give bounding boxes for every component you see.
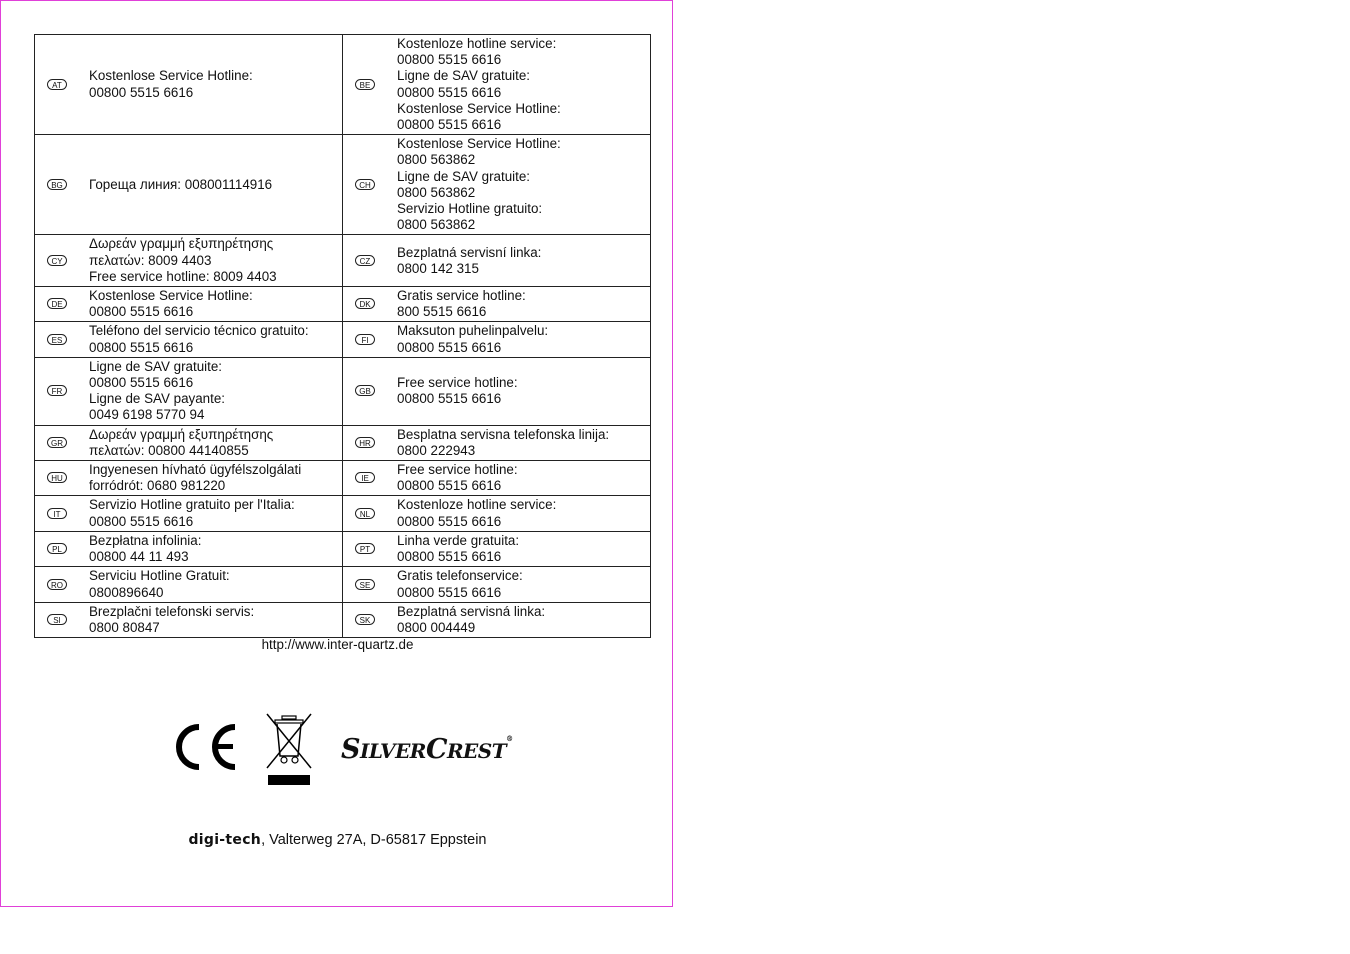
hotline-line: Maksuton puhelinpalvelu:	[397, 323, 549, 339]
hotline-line: Ligne de SAV payante:	[89, 391, 225, 407]
country-code-badge: SK	[355, 614, 375, 625]
hotline-line: Δωρεάν γραμμή εξυπηρέτησης	[89, 426, 274, 442]
hotline-line: 00800 5515 6616	[89, 513, 194, 529]
hotline-line: Free service hotline: 8009 4403	[89, 268, 277, 284]
hotline-line: Ligne de SAV gratuite:	[397, 168, 531, 184]
hotline-line: 00800 5515 6616	[397, 52, 502, 68]
company-address	[1, 832, 674, 848]
hotline-text	[397, 567, 650, 601]
hotline-cell-be	[343, 35, 651, 135]
hotline-line: πελατών: 8009 4403	[89, 252, 212, 268]
country-code-badge: DK	[355, 298, 375, 309]
hotline-text	[89, 67, 342, 101]
hotline-row	[35, 135, 651, 235]
hotline-text	[89, 322, 342, 356]
country-code-badge: HU	[47, 472, 67, 483]
hotline-line: 00800 5515 6616	[89, 375, 194, 391]
country-code-badge: PT	[355, 543, 375, 554]
country-code-badge: FI	[355, 334, 375, 345]
weee-crossed-bin-icon	[263, 712, 315, 787]
country-code-badge: ES	[47, 334, 67, 345]
hotline-line: 0800 004449	[397, 619, 476, 635]
hotline-cell-de	[35, 287, 343, 322]
hotline-line: Ligne de SAV gratuite:	[89, 358, 223, 374]
hotline-line: 0800 222943	[397, 442, 476, 458]
hotline-cell-gb	[343, 357, 651, 425]
silvercrest-logo: SILVERCREST®	[341, 734, 513, 765]
hotline-cell-nl	[343, 496, 651, 531]
hotline-line: Kostenlose Service Hotline:	[397, 100, 561, 116]
country-code-badge: CH	[355, 179, 375, 190]
country-code-badge: HR	[355, 437, 375, 448]
country-code-badge: AT	[47, 79, 67, 90]
hotline-text	[397, 496, 650, 530]
hotline-row	[35, 35, 651, 135]
hotline-text	[89, 358, 342, 425]
hotline-cell-cy	[35, 235, 343, 287]
hotline-line: 00800 5515 6616	[89, 84, 194, 100]
hotline-line: 00800 44 11 493	[89, 549, 189, 565]
hotline-line: 0800 80847	[89, 619, 160, 635]
hotline-line: 00800 5515 6616	[397, 478, 502, 494]
hotline-line: Servizio Hotline gratuito per l'Italia:	[89, 497, 295, 513]
hotline-line: 0800 563862	[397, 217, 476, 233]
country-code-badge: SI	[47, 614, 67, 625]
country-code-badge: SE	[355, 579, 375, 590]
hotline-cell-it	[35, 496, 343, 531]
country-code-badge: DE	[47, 298, 67, 309]
country-code-badge: CY	[47, 255, 67, 266]
hotline-line: Kostenloze hotline service:	[397, 36, 557, 51]
hotline-line: Brezplačni telefonski servis:	[89, 603, 255, 619]
country-code-badge: GR	[47, 437, 67, 448]
hotline-line: Гореща линия: 008001114916	[89, 176, 273, 192]
hotline-line: 0800896640	[89, 584, 164, 600]
hotline-line: Kostenlose Service Hotline:	[89, 288, 253, 304]
hotline-text	[397, 374, 650, 408]
logo-strip	[171, 709, 511, 789]
country-code-badge: BG	[47, 179, 67, 190]
hotline-line: Gratis service hotline:	[397, 288, 526, 304]
hotline-cell-at	[35, 35, 343, 135]
country-code-badge: PL	[47, 543, 67, 554]
hotline-text	[397, 532, 650, 566]
hotline-line: Free service hotline:	[397, 462, 518, 478]
hotline-line: 0800 563862	[397, 152, 476, 168]
hotline-line: πελατών: 00800 44140855	[89, 442, 249, 458]
hotline-line: Bezplatná servisná linka:	[397, 603, 546, 619]
ce-mark-icon	[171, 721, 239, 773]
hotline-cell-fr	[35, 357, 343, 425]
hotline-line: forródrót: 0680 981220	[89, 478, 226, 494]
hotline-line: Serviciu Hotline Gratuit:	[89, 568, 230, 584]
hotline-text	[397, 426, 650, 460]
hotline-cell-sk	[343, 602, 651, 637]
hotline-cell-gr	[35, 425, 343, 460]
hotline-row	[35, 602, 651, 637]
hotline-line: 00800 5515 6616	[397, 584, 502, 600]
hotline-row	[35, 357, 651, 425]
hotline-line: 00800 5515 6616	[397, 117, 502, 133]
hotline-cell-ro	[35, 567, 343, 602]
hotline-line: 0800 142 315	[397, 260, 479, 276]
hotline-line: Kostenloze hotline service:	[397, 497, 557, 513]
hotline-row	[35, 496, 651, 531]
hotline-text	[397, 461, 650, 495]
hotline-cell-hu	[35, 461, 343, 496]
hotline-line: Kostenlose Service Hotline:	[89, 68, 253, 84]
address-text: , Valterweg 27A, D-65817 Eppstein	[261, 832, 487, 848]
hotline-text	[397, 35, 650, 134]
hotline-line: Free service hotline:	[397, 375, 518, 391]
hotline-text	[397, 322, 650, 356]
hotline-text	[89, 176, 342, 194]
hotline-row	[35, 235, 651, 287]
country-code-badge: RO	[47, 579, 67, 590]
hotline-line: 800 5515 6616	[397, 304, 487, 320]
hotline-cell-bg	[35, 135, 343, 235]
hotline-line: Bezpłatna infolinia:	[89, 532, 202, 548]
hotline-line: 00800 5515 6616	[397, 339, 502, 355]
company-name: digi-tech	[188, 832, 262, 848]
hotline-cell-pt	[343, 531, 651, 566]
hotline-line: Servizio Hotline gratuito:	[397, 201, 543, 217]
hotline-cell-ch	[343, 135, 651, 235]
hotline-line: Besplatna servisna telefonska linija:	[397, 426, 610, 442]
hotline-cell-dk	[343, 287, 651, 322]
country-code-badge: CZ	[355, 255, 375, 266]
hotline-cell-pl	[35, 531, 343, 566]
website-url[interactable]: http://www.inter-quartz.de	[261, 637, 414, 652]
hotline-line: 0800 563862	[397, 184, 476, 200]
hotline-text	[89, 603, 342, 637]
hotline-text	[89, 426, 342, 460]
hotline-text	[89, 496, 342, 530]
hotline-text	[89, 567, 342, 601]
hotline-cell-fi	[343, 322, 651, 357]
hotline-cell-si	[35, 602, 343, 637]
hotline-line: Ligne de SAV gratuite:	[397, 68, 531, 84]
country-code-badge: IT	[47, 508, 67, 519]
hotline-text	[397, 603, 650, 637]
hotline-line: Bezplatná servisní linka:	[397, 244, 542, 260]
hotline-text	[89, 461, 342, 495]
hotline-line: 0049 6198 5770 94	[89, 407, 205, 423]
manual-page	[0, 0, 673, 907]
hotline-text	[89, 532, 342, 566]
hotline-line: Teléfono del servicio técnico gratuito:	[89, 323, 309, 339]
hotline-row	[35, 531, 651, 566]
hotline-row	[35, 287, 651, 322]
hotline-line: 00800 5515 6616	[397, 84, 502, 100]
hotline-table	[34, 34, 651, 638]
hotline-cell-es	[35, 322, 343, 357]
hotline-text	[397, 287, 650, 321]
hotline-row	[35, 461, 651, 496]
country-code-badge: IE	[355, 472, 375, 483]
hotline-cell-ie	[343, 461, 651, 496]
hotline-line: Ingyenesen hívható ügyfélszolgálati	[89, 462, 302, 478]
hotline-row	[35, 322, 651, 357]
hotline-text	[89, 287, 342, 321]
country-code-badge: NL	[355, 508, 375, 519]
hotline-line: Kostenlose Service Hotline:	[397, 136, 561, 152]
hotline-row	[35, 567, 651, 602]
hotline-cell-hr	[343, 425, 651, 460]
hotline-line: 00800 5515 6616	[89, 339, 194, 355]
country-code-badge: GB	[355, 385, 375, 396]
hotline-text	[89, 235, 342, 286]
hotline-line: 00800 5515 6616	[89, 304, 194, 320]
hotline-row	[35, 425, 651, 460]
hotline-text	[397, 135, 650, 234]
hotline-line: Δωρεάν γραμμή εξυπηρέτησης	[89, 236, 274, 252]
hotline-line: 00800 5515 6616	[397, 549, 502, 565]
hotline-line: 00800 5515 6616	[397, 391, 502, 407]
hotline-line: Gratis telefonservice:	[397, 568, 523, 584]
hotline-line: Linha verde gratuita:	[397, 532, 520, 548]
country-code-badge: BE	[355, 79, 375, 90]
country-code-badge: FR	[47, 385, 67, 396]
hotline-cell-se	[343, 567, 651, 602]
hotline-text	[397, 244, 650, 278]
hotline-line: 00800 5515 6616	[397, 513, 502, 529]
hotline-cell-cz	[343, 235, 651, 287]
